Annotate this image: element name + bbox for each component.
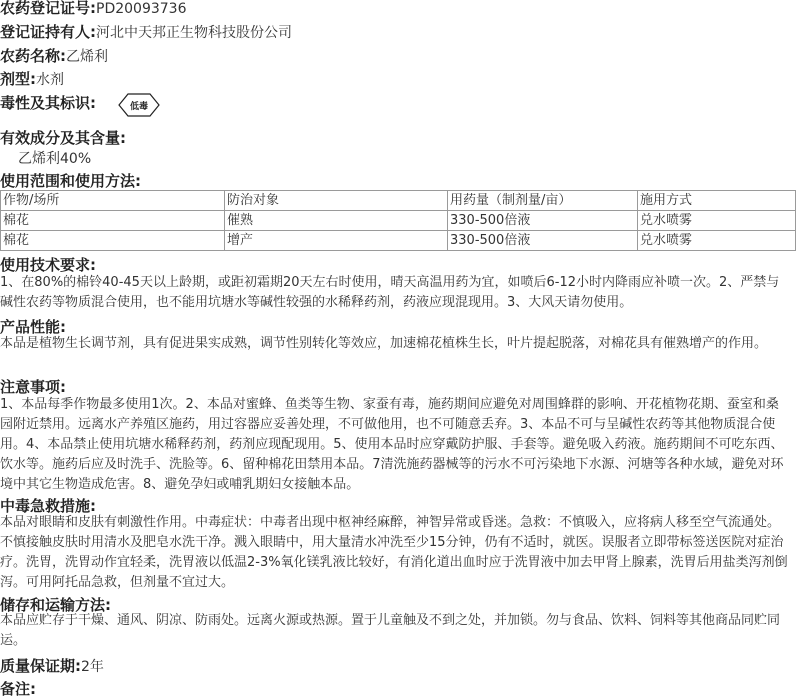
usage-col-target: 防治对象: [225, 191, 448, 211]
remarks-heading: 备注:: [0, 680, 36, 698]
registration-holder-row: [0, 21, 292, 42]
low-toxicity-badge-icon: [117, 92, 161, 118]
low-toxicity-badge-text: 低毒: [129, 102, 149, 112]
ingredient-heading: 有效成分及其含量:: [0, 129, 126, 147]
performance-text: 本品是植物生长调节剂，具有促进果实成熟，调节性别转化等效应，加速棉花植株生长，叶片提起脱落，对棉花具有催熟增产的作用。: [0, 336, 768, 351]
table-cell: 330-500倍液: [448, 231, 638, 251]
pesticide-name-value: 乙烯利: [66, 49, 108, 65]
table-row: [1, 211, 796, 231]
first-aid-text: 本品对眼睛和皮肤有刺激性作用。中毒症状：中毒者出现中枢神经麻醉，神智异常或昏迷。急救：不慎吸入，应将病人移至空气流通处。不慎接触皮肤时用清水及肥皂水洗干净。溅入眼睛中，用大量清水冲洗至少15分钟，仍有不适时，就医。误服者立即带标签送医院对症治疗。洗胃，洗胃动作宜轻柔，洗胃液以低温2-3%氧化镁乳液比较好，有消化道出血时应于洗胃液中加去甲肾上腺素，洗胃后用盐类泻剂倒泻。可用阿托品急救，但剂量不宜过大。: [0, 515, 788, 590]
usage-heading: 使用范围和使用方法:: [0, 172, 141, 190]
formulation-value: 水剂: [36, 72, 64, 88]
ingredient-value: 乙烯利40%: [18, 151, 92, 167]
table-cell: 棉花: [1, 211, 225, 231]
registration-number-row: [0, 0, 186, 18]
table-cell: 兑水喷雾: [638, 231, 796, 251]
performance-heading: 产品性能:: [0, 318, 66, 336]
warranty-label: 质量保证期:: [0, 657, 81, 675]
tech-requirements-text: 1、在80%的棉铃40-45天以上龄期，或距初霜期20天左右时使用，晴天高温用药为宜，如喷后6-12小时内降雨应补喷一次。2、严禁与碱性农药等物质混合使用，也不能用坑塘水等碱性较强的水稀释药剂，药液应现混现用。3、大风天请勿使用。: [0, 275, 780, 310]
usage-col-method: 施用方式: [638, 191, 796, 211]
formulation-row: [0, 68, 64, 89]
warranty-row: [0, 655, 104, 676]
registration-number-value: PD20093736: [96, 1, 187, 17]
storage-heading: 储存和运输方法:: [0, 596, 111, 614]
registration-holder-label: 登记证持有人:: [0, 23, 96, 41]
toxicity-label: 毒性及其标识:: [0, 94, 96, 112]
pesticide-name-row: [0, 45, 108, 66]
tech-requirements-heading: 使用技术要求:: [0, 256, 96, 274]
table-cell: 兑水喷雾: [638, 211, 796, 231]
pesticide-name-label: 农药名称:: [0, 47, 66, 65]
table-row: [1, 231, 796, 251]
usage-table: [0, 190, 796, 251]
precautions-text: 1、本品每季作物最多使用1次。2、本品对蜜蜂、鱼类等生物、家蚕有毒，施药期间应避免对周围蜂群的影响、开花植物花期、蚕室和桑园附近禁用。远离水产养殖区施药，用过容器应妥善处理，不可做他用，也不可随意丢弃。3、本品不可与呈碱性农药等其他物质混合使用。4、本品禁止使用坑塘水稀释药剂，药剂应现配现用。5、使用本品时应穿戴防护服、手套等。避免吸入药液。施药期间不可吃东西、饮水等。施药后应及时洗手、洗脸等。6、留种棉花田禁用本品。7清洗施药器械等的污水不可污染地下水源、河塘等各种水域，避免对环境中其它生物造成危害。8、避免孕妇或哺乳期妇女接触本品。: [0, 397, 784, 492]
usage-col-dosage: 用药量（制剂量/亩）: [448, 191, 638, 211]
table-cell: 330-500倍液: [448, 211, 638, 231]
usage-table-header: [1, 191, 796, 211]
formulation-label: 剂型:: [0, 70, 36, 88]
table-cell: 催熟: [225, 211, 448, 231]
toxicity-row: [0, 92, 96, 113]
first-aid-heading: 中毒急救措施:: [0, 497, 96, 515]
registration-number-label: 农药登记证号:: [0, 0, 96, 17]
storage-text: 本品应贮存于干燥、通风、阴凉、防雨处。远离火源或热源。置于儿童触及不到之处，并加锁。勿与食品、饮料、饲料等其他商品同贮同运。: [0, 613, 781, 648]
precautions-heading: 注意事项:: [0, 378, 66, 396]
table-cell: 增产: [225, 231, 448, 251]
registration-holder-value: 河北中天邦正生物科技股份公司: [96, 25, 292, 41]
warranty-value: 2年: [81, 659, 104, 675]
usage-col-crop: 作物/场所: [1, 191, 225, 211]
table-cell: 棉花: [1, 231, 225, 251]
